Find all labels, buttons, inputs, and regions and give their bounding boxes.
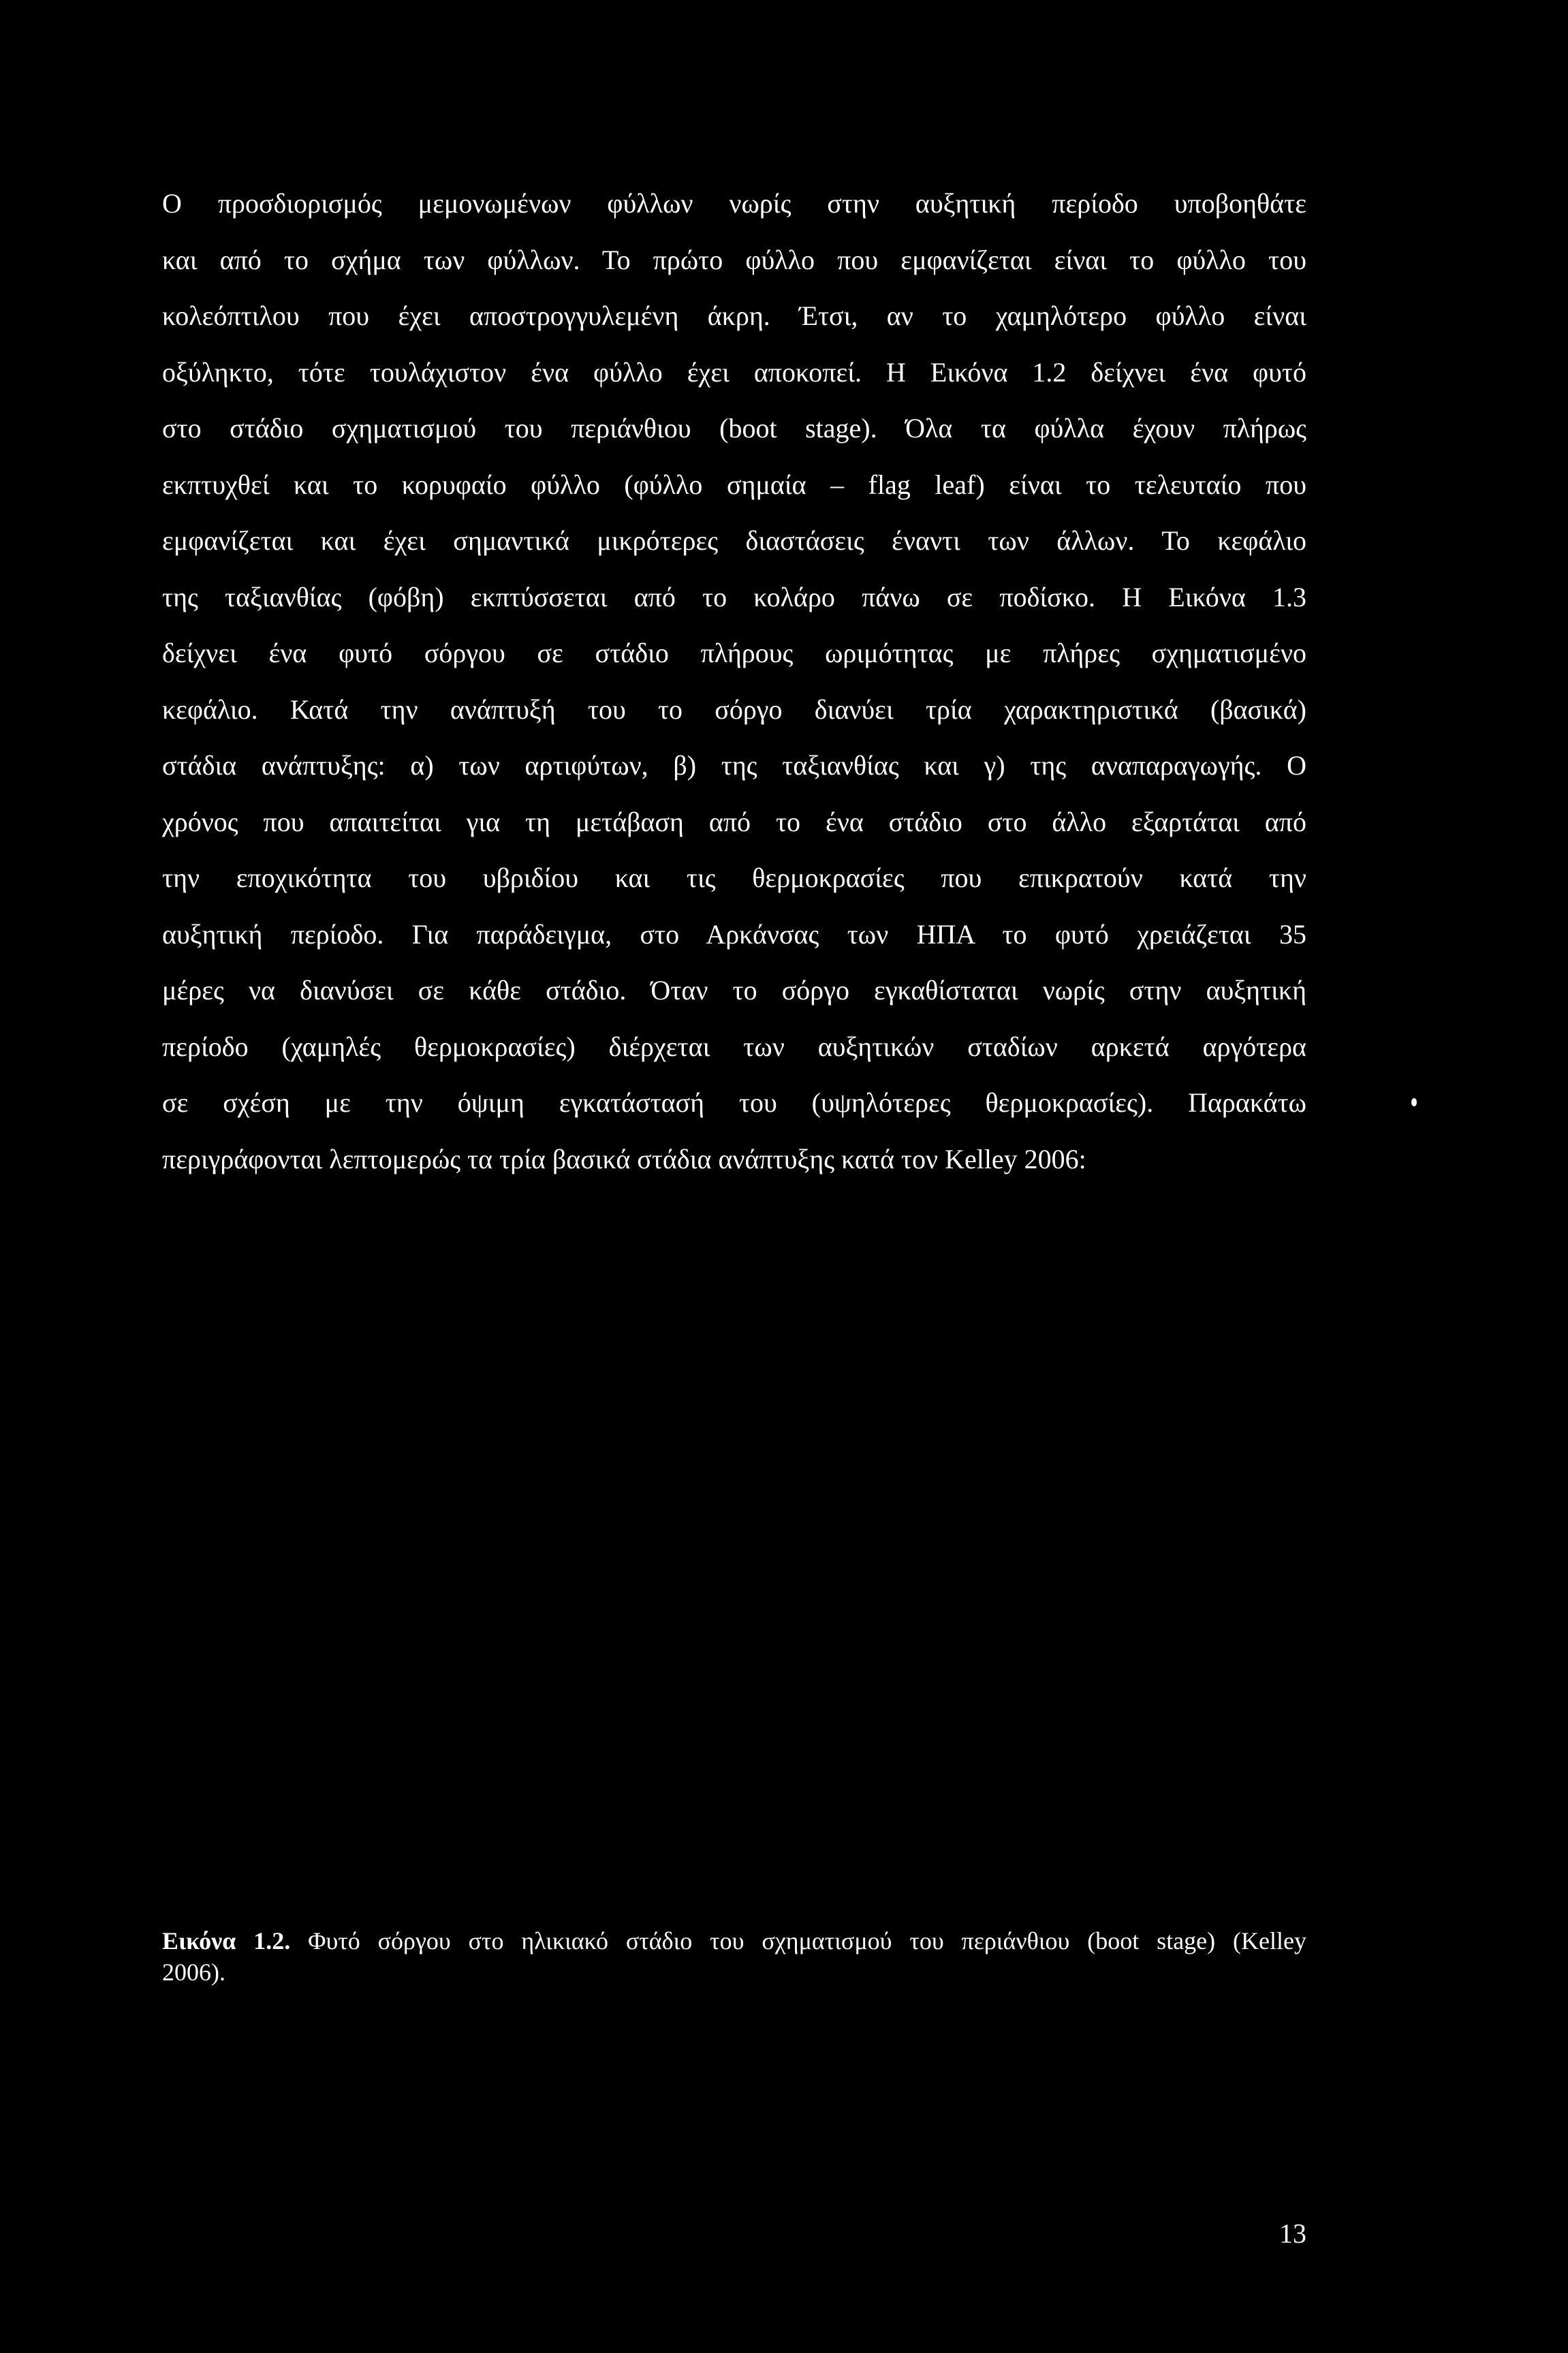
page-number: 13	[1279, 2218, 1306, 2249]
caption-line-end: 2006).	[162, 1959, 225, 1986]
body-line: εκπτυχθεί και το κορυφαίο φύλλο (φύλλο σημαία – flag leaf) είναι το τελευταίο που	[162, 469, 1306, 500]
body-line: περιγράφονται λεπτομερώς τα τρία βασικά στάδια ανάπτυξης κατά τον Kelley 2006:	[162, 1143, 1086, 1174]
body-line: και από το σχήμα των φύλλων. Το πρώτο φύλλο που εμφανίζεται είναι το φύλλο του	[162, 244, 1306, 275]
body-line: σε σχέση με την όψιμη εγκατάστασή του (υψηλότερες θερμοκρασίες). Παρακάτω	[162, 1087, 1306, 1118]
body-line: της ταξιανθίας (φόβη) εκπτύσσεται από το κολάρο πάνω σε ποδίσκο. Η Εικόνα 1.3	[162, 581, 1306, 612]
body-line: περίοδο (χαμηλές θερμοκρασίες) διέρχεται των αυξητικών σταδίων αρκετά αργότερα	[162, 1031, 1306, 1062]
body-line: κεφάλιο. Κατά την ανάπτυξή του το σόργο διανύει τρία χαρακτηριστικά (βασικά)	[162, 694, 1306, 725]
figure-caption	[162, 1925, 1306, 1988]
body-line: την εποχικότητα του υβριδίου και τις θερμοκρασίες που επικρατούν κατά την	[162, 862, 1306, 893]
body-line: εμφανίζεται και έχει σημαντικά μικρότερες διαστάσεις έναντι των άλλων. Το κεφάλιο	[162, 525, 1306, 556]
body-line: στάδια ανάπτυξης: α) των αρτιφύτων, β) της ταξιανθίας και γ) της αναπαραγωγής. Ο	[162, 750, 1306, 781]
body-line: κολεόπτιλου που έχει αποστρογγυλεμένη άκρη. Έτσι, αν το χαμηλότερο φύλλο είναι	[162, 300, 1306, 331]
body-line: Ο προσδιορισμός μεμονωμένων φύλλων νωρίς στην αυξητική περίοδο υποβοηθάτε	[162, 188, 1306, 219]
body-line: αυξητική περίοδο. Για παράδειγμα, στο Αρκάνσας των ΗΠΑ το φυτό χρειάζεται 35	[162, 918, 1306, 950]
body-paragraph	[162, 176, 1306, 1187]
body-line: οξύληκτο, τότε τουλάχιστον ένα φύλλο έχει αποκοπεί. Η Εικόνα 1.2 δείχνει ένα φυτό	[162, 356, 1306, 388]
body-line: στο στάδιο σχηματισμού του περιάνθιου (boot stage). Όλα τα φύλλα έχουν πλήρως	[162, 413, 1306, 443]
body-line: δείχνει ένα φυτό σόργου σε στάδιο πλήρους ωριμότητας με πλήρες σχηματισμένο	[162, 638, 1306, 668]
caption-label: Εικόνα 1.2.	[162, 1927, 291, 1954]
stray-dot-mark	[1411, 1098, 1417, 1106]
body-line: χρόνος που απαιτείται για τη μετάβαση από το ένα στάδιο στο άλλο εξαρτάται από	[162, 806, 1306, 837]
caption-line	[162, 1925, 1306, 1957]
body-line: μέρες να διανύσει σε κάθε στάδιο. Όταν το σόργο εγκαθίσταται νωρίς στην αυξητική	[162, 975, 1306, 1006]
caption-text: Φυτό σόργου στο ηλικιακό στάδιο του σχηματισμού του περιάνθιου (boot stage) (Kelley	[290, 1927, 1306, 1954]
